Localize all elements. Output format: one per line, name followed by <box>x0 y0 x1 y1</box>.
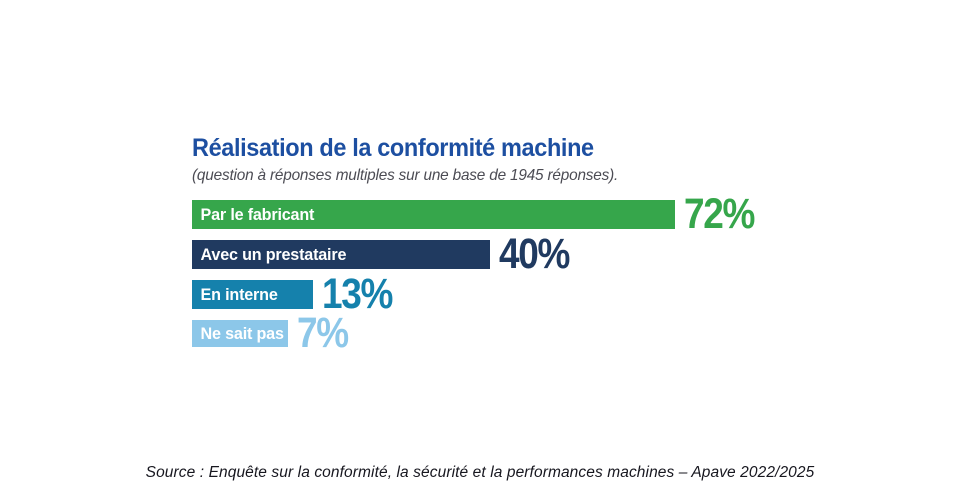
bar-row-avec-un-prestataire <box>192 230 766 278</box>
chart-subtitle: (question à réponses multiples sur une base de 1945 réponses). <box>192 167 619 184</box>
bar-par-le-fabricant <box>192 200 675 229</box>
bar-row-ne-sait-pas <box>192 309 766 357</box>
bar-label: Avec un prestataire <box>200 244 347 264</box>
bar-value: 13% <box>322 270 393 318</box>
bar-value: 7% <box>297 309 348 357</box>
source-note: Source : Enquête sur la conformité, la sécurité et la performances machines – Apave 2022/2025 <box>145 463 815 481</box>
bar-label: Ne sait pas <box>200 323 284 343</box>
bar-value: 40% <box>499 230 570 278</box>
bar-label: En interne <box>200 284 278 304</box>
chart-title: Réalisation de la conformité machine <box>192 134 594 162</box>
bar-en-interne <box>192 280 313 309</box>
bar-ne-sait-pas <box>192 320 288 347</box>
bar-avec-un-prestataire <box>192 240 490 269</box>
bars-container <box>192 190 766 357</box>
bar-label: Par le fabricant <box>200 204 315 224</box>
bar-value: 72% <box>684 190 755 238</box>
bar-chart <box>192 134 766 357</box>
bar-row-par-le-fabricant <box>192 190 766 238</box>
bar-row-en-interne <box>192 270 766 318</box>
